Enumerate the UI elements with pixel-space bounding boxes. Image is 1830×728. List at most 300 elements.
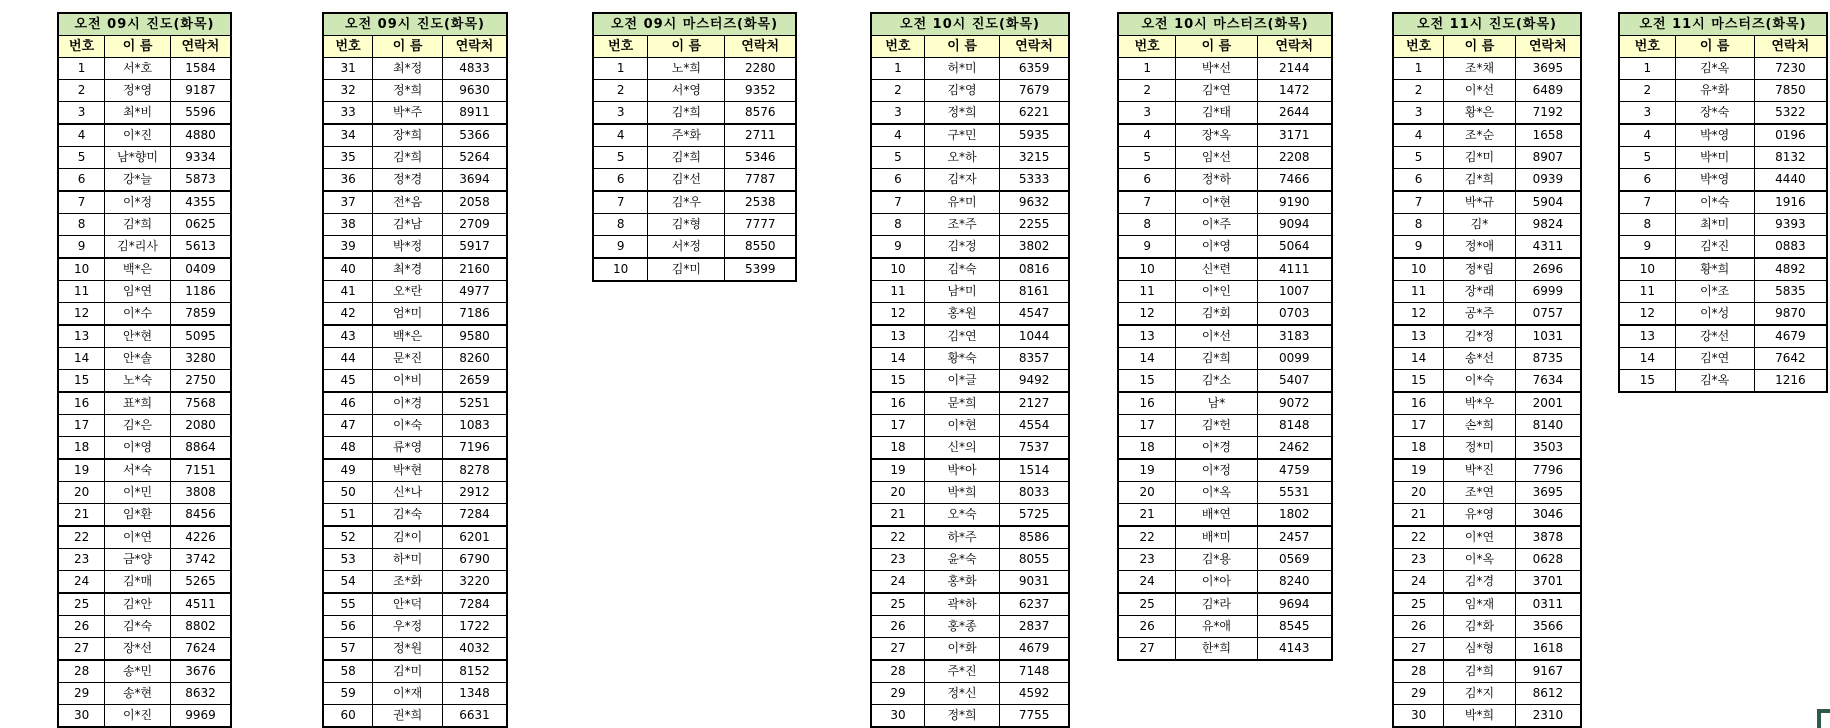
cell-number: 37: [323, 191, 373, 214]
cell-phone: 3183: [1257, 325, 1332, 348]
cell-phone: 3220: [443, 571, 507, 594]
column-header: 연락처: [1515, 36, 1581, 58]
cell-number: 15: [1393, 370, 1444, 393]
cell-name: 정*신: [924, 683, 999, 705]
cell-phone: 9072: [1257, 392, 1332, 415]
cell-name: 노*숙: [105, 370, 171, 393]
cell-number: 27: [58, 638, 105, 661]
cell-name: 김*화: [1444, 616, 1515, 638]
cell-name: 박*영: [1675, 124, 1754, 147]
cell-name: 김*회: [1176, 303, 1257, 326]
table-row: [323, 169, 507, 192]
cell-number: 2: [58, 80, 105, 102]
cell-number: 13: [871, 325, 924, 348]
cell-name: 이*아: [1176, 571, 1257, 594]
cell-name: 김*정: [924, 236, 999, 259]
cell-number: 24: [1393, 571, 1444, 594]
cell-name: 김*매: [105, 571, 171, 594]
table-row: [1393, 660, 1581, 683]
cell-number: 31: [323, 58, 373, 80]
cell-name: 박*영: [1675, 169, 1754, 192]
cell-number: 16: [871, 392, 924, 415]
cell-number: 28: [58, 660, 105, 683]
cell-number: 22: [871, 526, 924, 549]
table-row: [58, 526, 231, 549]
cell-number: 53: [323, 549, 373, 571]
table-row: [323, 593, 507, 616]
cell-name: 황*은: [1444, 102, 1515, 125]
table-row: [58, 504, 231, 527]
cell-name: 이*정: [1176, 459, 1257, 482]
table-row: [1118, 236, 1332, 259]
cell-phone: 9824: [1515, 214, 1581, 236]
table-row: [58, 638, 231, 661]
cell-number: 29: [58, 683, 105, 705]
cell-phone: 3215: [1000, 147, 1069, 169]
table-row: [323, 616, 507, 638]
cell-number: 1: [593, 58, 648, 80]
table-row: [1619, 147, 1827, 169]
cell-name: 엄*미: [373, 303, 443, 326]
cell-name: 이*조: [1675, 281, 1754, 303]
cell-phone: 8456: [170, 504, 231, 527]
cell-phone: 4592: [1000, 683, 1069, 705]
cell-phone: 3808: [170, 482, 231, 504]
schedule-table: [1392, 12, 1582, 728]
table-row: [1619, 214, 1827, 236]
cell-phone: 7537: [1000, 437, 1069, 460]
cell-name: 금*양: [105, 549, 171, 571]
table-row: [1118, 526, 1332, 549]
cell-phone: 2160: [443, 258, 507, 281]
table-row: [58, 191, 231, 214]
cell-number: 26: [58, 616, 105, 638]
cell-phone: 0703: [1257, 303, 1332, 326]
table-row: [58, 214, 231, 236]
cell-number: 1: [1393, 58, 1444, 80]
cell-name: 김*희: [648, 102, 725, 125]
cell-phone: 9492: [1000, 370, 1069, 393]
cell-phone: 8278: [443, 459, 507, 482]
cell-phone: 4554: [1000, 415, 1069, 437]
cell-phone: 6790: [443, 549, 507, 571]
cell-phone: 3566: [1515, 616, 1581, 638]
cell-name: 윤*숙: [924, 549, 999, 571]
cell-phone: 4977: [443, 281, 507, 303]
cell-phone: 8735: [1515, 348, 1581, 370]
cell-name: 이*진: [105, 124, 171, 147]
cell-name: 이*현: [1176, 191, 1257, 214]
cell-name: 박*희: [924, 482, 999, 504]
column-header: 연락처: [443, 36, 507, 58]
cell-name: 이*연: [1444, 526, 1515, 549]
cell-number: 1: [58, 58, 105, 80]
cell-phone: 1044: [1000, 325, 1069, 348]
cell-number: 23: [1118, 549, 1176, 571]
table-row: [323, 549, 507, 571]
cell-phone: 7284: [443, 593, 507, 616]
cell-name: 서*영: [648, 80, 725, 102]
table-row: [1118, 616, 1332, 638]
cell-number: 15: [58, 370, 105, 393]
cell-number: 16: [58, 392, 105, 415]
cell-number: 4: [1118, 124, 1176, 147]
column-header: 이 름: [1176, 36, 1257, 58]
cell-name: 이*재: [373, 683, 443, 705]
table-row: [1118, 549, 1332, 571]
cell-phone: 9870: [1754, 303, 1827, 326]
table-row: [1393, 348, 1581, 370]
column-header: 연락처: [1257, 36, 1332, 58]
column-header: 이 름: [648, 36, 725, 58]
cell-name: 김*안: [105, 593, 171, 616]
column-header: 연락처: [170, 36, 231, 58]
cell-phone: 6221: [1000, 102, 1069, 125]
cell-phone: 4759: [1257, 459, 1332, 482]
cell-number: 13: [1619, 325, 1675, 348]
cell-number: 40: [323, 258, 373, 281]
table-body: [1393, 58, 1581, 728]
table-row: [1118, 303, 1332, 326]
table-row: [323, 281, 507, 303]
cell-number: 9: [593, 236, 648, 259]
cell-name: 권*희: [373, 705, 443, 728]
cell-phone: 5917: [443, 236, 507, 259]
cell-number: 15: [1118, 370, 1176, 393]
cell-name: 남*: [1176, 392, 1257, 415]
cell-number: 42: [323, 303, 373, 326]
table-title: 오전 11시 마스터즈(화목): [1619, 13, 1827, 36]
cell-phone: 1514: [1000, 459, 1069, 482]
cell-name: 안*현: [105, 325, 171, 348]
cell-phone: 4833: [443, 58, 507, 80]
cell-phone: 7568: [170, 392, 231, 415]
table-row: [1393, 504, 1581, 527]
cell-name: 이*숙: [1444, 370, 1515, 393]
cell-name: 유*영: [1444, 504, 1515, 527]
cell-phone: 0099: [1257, 348, 1332, 370]
cell-phone: 7755: [1000, 705, 1069, 728]
cell-phone: 8545: [1257, 616, 1332, 638]
cell-phone: 7796: [1515, 459, 1581, 482]
cell-name: 김*미: [648, 258, 725, 281]
cell-phone: 8632: [170, 683, 231, 705]
cell-number: 8: [1118, 214, 1176, 236]
cell-phone: 0757: [1515, 303, 1581, 326]
cell-phone: 5251: [443, 392, 507, 415]
cell-number: 59: [323, 683, 373, 705]
cell-number: 2: [1118, 80, 1176, 102]
cell-phone: 4226: [170, 526, 231, 549]
cell-number: 5: [1393, 147, 1444, 169]
cell-phone: 7186: [443, 303, 507, 326]
cell-name: 장*래: [1444, 281, 1515, 303]
table-row: [1393, 281, 1581, 303]
table-row: [871, 214, 1069, 236]
table-row: [1118, 415, 1332, 437]
cell-phone: 0939: [1515, 169, 1581, 192]
cell-number: 12: [58, 303, 105, 326]
table-row: [323, 258, 507, 281]
cell-phone: 4892: [1754, 258, 1827, 281]
cell-phone: 9393: [1754, 214, 1827, 236]
cell-name: 송*민: [105, 660, 171, 683]
cell-phone: 8240: [1257, 571, 1332, 594]
table-row: [1118, 459, 1332, 482]
table-title: 오전 10시 마스터즈(화목): [1118, 13, 1332, 36]
table-row: [1118, 124, 1332, 147]
cell-name: 김*희: [1444, 660, 1515, 683]
cell-phone: 1618: [1515, 638, 1581, 661]
cell-number: 27: [871, 638, 924, 661]
cell-phone: 6489: [1515, 80, 1581, 102]
cell-phone: 7850: [1754, 80, 1827, 102]
cell-name: 홍*원: [924, 303, 999, 326]
cell-number: 35: [323, 147, 373, 169]
cell-phone: 5904: [1515, 191, 1581, 214]
cell-number: 51: [323, 504, 373, 527]
cell-phone: 1916: [1754, 191, 1827, 214]
table-row: [871, 504, 1069, 527]
cell-number: 19: [1393, 459, 1444, 482]
cell-number: 1: [1118, 58, 1176, 80]
table-row: [1393, 124, 1581, 147]
table-row: [1393, 169, 1581, 192]
cell-number: 19: [1118, 459, 1176, 482]
cell-phone: 3503: [1515, 437, 1581, 460]
cell-name: 김*용: [1176, 549, 1257, 571]
cell-phone: 3742: [170, 549, 231, 571]
cell-phone: 4880: [170, 124, 231, 147]
cell-number: 14: [1393, 348, 1444, 370]
cell-number: 9: [1118, 236, 1176, 259]
table-row: [58, 571, 231, 594]
cell-name: 배*미: [1176, 526, 1257, 549]
cell-phone: 2080: [170, 415, 231, 437]
cell-phone: 7634: [1515, 370, 1581, 393]
cell-phone: 5366: [443, 124, 507, 147]
table-row: [1118, 504, 1332, 527]
cell-number: 24: [58, 571, 105, 594]
table-row: [1619, 191, 1827, 214]
column-header: 연락처: [1754, 36, 1827, 58]
cell-phone: 1083: [443, 415, 507, 437]
cell-name: 정*경: [373, 169, 443, 192]
cell-name: 김*: [1444, 214, 1515, 236]
cell-name: 서*정: [648, 236, 725, 259]
table-row: [323, 437, 507, 460]
cell-number: 55: [323, 593, 373, 616]
column-header: 번호: [871, 36, 924, 58]
header-row: [1393, 36, 1581, 58]
title-row: [58, 13, 231, 36]
cell-phone: 8033: [1000, 482, 1069, 504]
table-body: [323, 58, 507, 728]
table-row: [323, 482, 507, 504]
cell-phone: 5264: [443, 147, 507, 169]
cell-number: 29: [1393, 683, 1444, 705]
table-row: [58, 147, 231, 169]
cell-phone: 1472: [1257, 80, 1332, 102]
cell-phone: 7192: [1515, 102, 1581, 125]
column-header: 이 름: [373, 36, 443, 58]
table-row: [323, 58, 507, 80]
cell-name: 이*수: [105, 303, 171, 326]
cell-phone: 3676: [170, 660, 231, 683]
table-row: [323, 683, 507, 705]
cell-phone: 2457: [1257, 526, 1332, 549]
cell-phone: 1802: [1257, 504, 1332, 527]
cell-number: 5: [58, 147, 105, 169]
cell-phone: 6359: [1000, 58, 1069, 80]
column-header: 이 름: [1675, 36, 1754, 58]
cell-number: 9: [1393, 236, 1444, 259]
cell-phone: 7230: [1754, 58, 1827, 80]
table-row: [323, 660, 507, 683]
cell-name: 조*채: [1444, 58, 1515, 80]
column-header: 번호: [1619, 36, 1675, 58]
cell-number: 26: [1118, 616, 1176, 638]
cell-name: 정*하: [1176, 169, 1257, 192]
cell-number: 34: [323, 124, 373, 147]
table-row: [323, 459, 507, 482]
cell-name: 최*정: [373, 58, 443, 80]
cell-number: 21: [1393, 504, 1444, 527]
cell-phone: 8152: [443, 660, 507, 683]
table-row: [1118, 281, 1332, 303]
cell-number: 4: [1619, 124, 1675, 147]
table-row: [1118, 169, 1332, 192]
cell-number: 47: [323, 415, 373, 437]
cell-name: 김*은: [105, 415, 171, 437]
cell-name: 박*정: [373, 236, 443, 259]
table-row: [871, 593, 1069, 616]
cell-number: 14: [1619, 348, 1675, 370]
table-row: [1393, 415, 1581, 437]
table-row: [323, 571, 507, 594]
cell-name: 조*주: [924, 214, 999, 236]
table-row: [323, 147, 507, 169]
cell-name: 송*선: [1444, 348, 1515, 370]
cell-phone: 9969: [170, 705, 231, 728]
cell-phone: 9580: [443, 325, 507, 348]
cell-phone: 2711: [725, 124, 796, 147]
cell-number: 2: [1393, 80, 1444, 102]
table-row: [593, 58, 796, 80]
schedule-table: [1618, 12, 1828, 393]
cell-number: 10: [593, 258, 648, 281]
cell-phone: 9187: [170, 80, 231, 102]
cell-name: 오*하: [924, 147, 999, 169]
title-row: [323, 13, 507, 36]
table-row: [593, 191, 796, 214]
cell-name: 김*태: [1176, 102, 1257, 125]
cell-name: 이*화: [924, 638, 999, 661]
cell-number: 9: [58, 236, 105, 259]
table-row: [323, 370, 507, 393]
cell-phone: 4311: [1515, 236, 1581, 259]
cell-number: 2: [1619, 80, 1675, 102]
cell-name: 송*현: [105, 683, 171, 705]
table-row: [58, 482, 231, 504]
cell-number: 29: [871, 683, 924, 705]
table-row: [593, 102, 796, 125]
table-row: [58, 348, 231, 370]
table-row: [58, 370, 231, 393]
table-row: [323, 214, 507, 236]
cell-number: 21: [58, 504, 105, 527]
cell-phone: 2644: [1257, 102, 1332, 125]
cell-number: 12: [871, 303, 924, 326]
cell-phone: 5346: [725, 147, 796, 169]
table-row: [1619, 102, 1827, 125]
cell-name: 안*덕: [373, 593, 443, 616]
cell-number: 24: [871, 571, 924, 594]
table-row: [323, 102, 507, 125]
table-row: [1118, 370, 1332, 393]
cell-name: 김*미: [1444, 147, 1515, 169]
cell-name: 정*원: [373, 638, 443, 661]
table-row: [1393, 459, 1581, 482]
cell-number: 28: [1393, 660, 1444, 683]
table-row: [871, 459, 1069, 482]
table-row: [1393, 236, 1581, 259]
cell-number: 11: [58, 281, 105, 303]
cell-number: 4: [871, 124, 924, 147]
cell-number: 3: [1118, 102, 1176, 125]
cell-number: 6: [593, 169, 648, 192]
table-row: [58, 58, 231, 80]
cell-number: 48: [323, 437, 373, 460]
table-row: [871, 392, 1069, 415]
cell-phone: 9694: [1257, 593, 1332, 616]
cell-phone: 5064: [1257, 236, 1332, 259]
cell-name: 김*희: [373, 147, 443, 169]
cell-name: 김*숙: [373, 504, 443, 527]
cell-number: 10: [1118, 258, 1176, 281]
cell-number: 25: [58, 593, 105, 616]
table-row: [871, 236, 1069, 259]
table-row: [1619, 124, 1827, 147]
cell-number: 14: [871, 348, 924, 370]
cell-phone: 9094: [1257, 214, 1332, 236]
cell-phone: 9334: [170, 147, 231, 169]
cell-phone: 1216: [1754, 370, 1827, 393]
cell-name: 배*연: [1176, 504, 1257, 527]
cell-number: 17: [871, 415, 924, 437]
cell-name: 공*주: [1444, 303, 1515, 326]
cell-phone: 7642: [1754, 348, 1827, 370]
cell-name: 박*현: [373, 459, 443, 482]
cell-phone: 9352: [725, 80, 796, 102]
header-row: [871, 36, 1069, 58]
cell-number: 11: [1118, 281, 1176, 303]
cell-number: 9: [871, 236, 924, 259]
cell-number: 3: [871, 102, 924, 125]
cell-number: 2: [871, 80, 924, 102]
title-row: [1619, 13, 1827, 36]
cell-number: 26: [1393, 616, 1444, 638]
cell-name: 하*주: [924, 526, 999, 549]
schedule-table: [592, 12, 797, 282]
cell-name: 이*경: [1176, 437, 1257, 460]
header-row: [58, 36, 231, 58]
cell-phone: 3701: [1515, 571, 1581, 594]
cell-phone: 1722: [443, 616, 507, 638]
cell-number: 6: [1118, 169, 1176, 192]
cell-name: 표*희: [105, 392, 171, 415]
table-row: [323, 705, 507, 728]
